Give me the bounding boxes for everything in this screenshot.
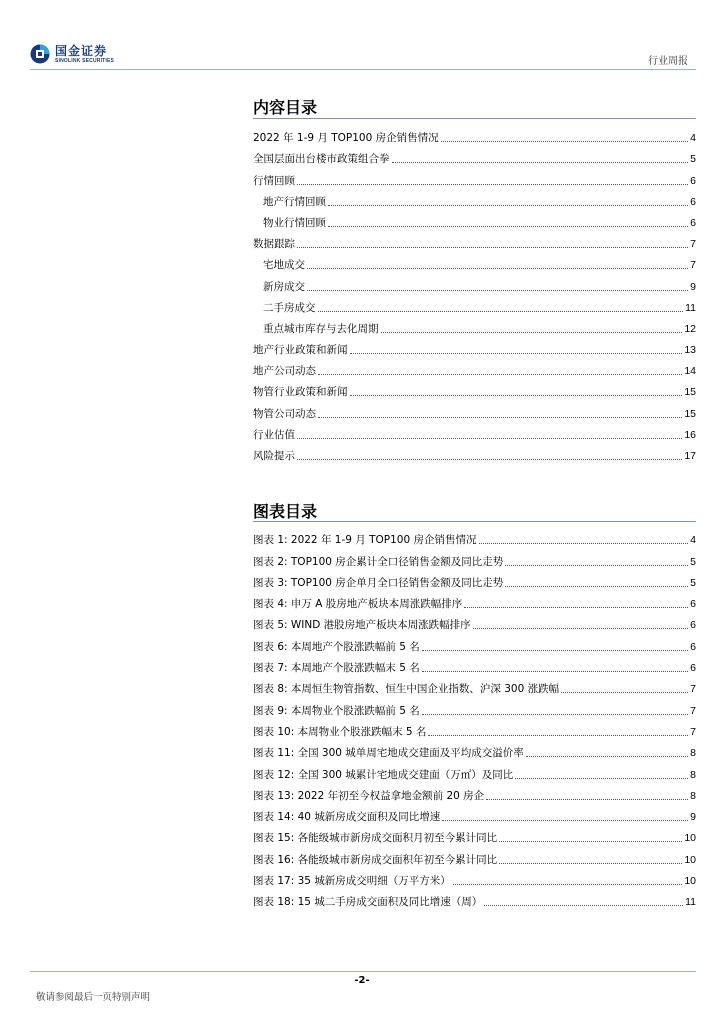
dot-leader xyxy=(297,246,688,248)
toc-entry-label: 行情回顾 xyxy=(253,174,295,187)
dot-leader xyxy=(499,840,682,842)
figure-entry-label: 图表 3: TOP100 房企单月全口径销售金额及同比走势 xyxy=(253,576,504,589)
toc-entry[interactable] xyxy=(253,442,696,463)
figures-title: 图表目录 xyxy=(253,502,318,521)
figure-entry-page: 7 xyxy=(690,683,696,696)
logo-english-name: SINOLINK SECURITIES xyxy=(55,57,115,64)
figure-entry-page: 10 xyxy=(684,832,696,845)
figure-entry-label: 图表 15: 各能级城市新房成交面积月初至今累计同比 xyxy=(253,832,498,845)
toc-entry-page: 17 xyxy=(684,450,696,462)
figure-entry-page: 7 xyxy=(690,725,696,738)
footer-disclaimer: 敬请参阅最后一页特别声明 xyxy=(36,992,151,1003)
toc-entry-page: 7 xyxy=(690,238,696,251)
figure-entry[interactable] xyxy=(253,803,696,824)
page-number: -2- xyxy=(354,975,370,986)
dot-leader xyxy=(307,267,688,269)
figure-entry-page: 6 xyxy=(690,619,696,632)
figure-entry-page: 7 xyxy=(690,704,696,717)
page-header xyxy=(0,0,724,70)
dot-leader xyxy=(422,649,688,651)
figure-entry-label: 图表 10: 本周物业个股涨跌幅末 5 名 xyxy=(253,725,427,738)
figure-entry[interactable] xyxy=(253,654,696,675)
toc-entry[interactable] xyxy=(253,272,696,293)
dot-leader xyxy=(328,204,688,206)
figure-entry-page: 8 xyxy=(690,747,696,760)
toc-entry-label: 数据跟踪 xyxy=(253,238,295,251)
figure-entry-page: 8 xyxy=(690,789,696,802)
toc-entry[interactable] xyxy=(253,315,696,336)
dot-leader xyxy=(442,819,688,821)
dot-leader xyxy=(350,352,683,354)
dot-leader xyxy=(381,331,683,333)
figure-entry-page: 6 xyxy=(690,640,696,653)
toc-entry[interactable] xyxy=(253,294,696,315)
figure-entry-page: 6 xyxy=(690,598,696,611)
figure-entry-label: 图表 7: 本周地产个股涨跌幅末 5 名 xyxy=(253,662,420,675)
toc-entry[interactable] xyxy=(253,209,696,230)
header-divider xyxy=(30,69,696,70)
figure-entry[interactable] xyxy=(253,696,696,717)
figure-entry-label: 图表 8: 本周恒生物管指数、恒生中国企业指数、沪深 300 涨跌幅 xyxy=(253,683,560,696)
dot-leader xyxy=(464,606,688,608)
toc-entry-label: 新房成交 xyxy=(263,280,305,293)
dot-leader xyxy=(526,755,688,757)
figures-list xyxy=(253,526,696,909)
figure-entry-label: 图表 13: 2022 年初至今权益拿地金额前 20 房企 xyxy=(253,789,485,802)
toc-entry[interactable] xyxy=(253,251,696,272)
toc-entry-page: 6 xyxy=(690,195,696,208)
toc-entry-page: 15 xyxy=(684,386,696,399)
dot-leader xyxy=(486,798,688,800)
toc-entry-page: 13 xyxy=(684,344,696,357)
figure-entry-page: 11 xyxy=(685,896,696,909)
toc-entry-page: 11 xyxy=(685,301,696,314)
dot-leader xyxy=(428,734,688,736)
figure-entry-page: 9 xyxy=(690,811,696,824)
figure-entry-label: 图表 17: 35 城新房成交明细（万平方米） xyxy=(253,875,451,888)
figure-entry-label: 图表 16: 各能级城市新房成交面积年初至今累计同比 xyxy=(253,853,498,866)
dot-leader xyxy=(479,542,689,544)
dot-leader xyxy=(318,416,682,418)
figure-entry-label: 图表 12: 全国 300 城累计宅地成交建面（万㎡）及同比 xyxy=(253,768,514,781)
figure-entry[interactable] xyxy=(253,739,696,760)
toc-entry-page: 6 xyxy=(690,216,696,229)
figure-entry[interactable] xyxy=(253,782,696,803)
toc-entry-label: 行业估值 xyxy=(253,428,295,441)
toc-entry-page: 6 xyxy=(690,174,696,187)
figure-entry[interactable] xyxy=(253,611,696,632)
figure-entry[interactable] xyxy=(253,888,696,909)
toc-entry[interactable] xyxy=(253,336,696,357)
toc-entry[interactable] xyxy=(253,421,696,442)
figure-entry[interactable] xyxy=(253,845,696,866)
dot-leader xyxy=(307,289,688,291)
figure-entry[interactable] xyxy=(253,867,696,888)
toc-entry-label: 地产行情回顾 xyxy=(263,195,326,208)
toc-entry-label: 物管公司动态 xyxy=(253,407,316,420)
toc-entry[interactable] xyxy=(253,124,696,145)
figures-title-rule xyxy=(253,521,696,522)
logo-chinese-name: 国金证券 xyxy=(55,43,108,58)
figure-entry-label: 图表 5: WIND 港股房地产板块本周涨跌幅排序 xyxy=(253,619,471,632)
dot-leader xyxy=(453,883,683,885)
toc-entry[interactable] xyxy=(253,230,696,251)
figure-entry[interactable] xyxy=(253,632,696,653)
figure-entry-label: 图表 2: TOP100 房企累计全口径销售金额及同比走势 xyxy=(253,555,504,568)
toc-title: 内容目录 xyxy=(253,98,318,117)
figure-entry-label: 图表 14: 40 城新房成交面积及同比增速 xyxy=(253,811,441,824)
report-type: 行业周报 xyxy=(648,56,688,67)
logo-mark-icon xyxy=(30,44,50,64)
dot-leader xyxy=(505,564,688,566)
dot-leader xyxy=(473,627,689,629)
dot-leader xyxy=(441,140,689,142)
toc-entry[interactable] xyxy=(253,357,696,378)
dot-leader xyxy=(318,373,682,375)
figure-entry[interactable] xyxy=(253,718,696,739)
toc-entry-page: 5 xyxy=(690,153,696,166)
figure-entry-page: 8 xyxy=(690,768,696,781)
toc-entry-label: 风险提示 xyxy=(253,450,295,462)
figure-entry[interactable] xyxy=(253,824,696,845)
toc-entry-page: 9 xyxy=(690,280,696,293)
figure-entry-label: 图表 4: 申万 A 股房地产板块本周涨跌幅排序 xyxy=(253,598,463,611)
figure-entry-page: 4 xyxy=(690,534,696,547)
toc-entry-page: 12 xyxy=(684,322,696,335)
figure-entry-page: 6 xyxy=(690,662,696,675)
toc-entry-page: 15 xyxy=(684,407,696,420)
figure-entry-label: 图表 18: 15 城二手房成交面积及同比增速（周） xyxy=(253,896,483,909)
toc-entry-label: 物管行业政策和新闻 xyxy=(253,386,348,399)
figure-entry[interactable] xyxy=(253,760,696,781)
toc-entry-page: 7 xyxy=(690,259,696,272)
toc-entry[interactable] xyxy=(253,399,696,420)
dot-leader xyxy=(318,310,684,312)
figure-entry[interactable] xyxy=(253,547,696,568)
dot-leader xyxy=(422,713,688,715)
dot-leader xyxy=(328,225,688,227)
toc-title-rule xyxy=(253,118,696,119)
dot-leader xyxy=(505,585,688,587)
toc-entry-label: 二手房成交 xyxy=(263,301,316,314)
toc-entry-label: 全国层面出台楼市政策组合拳 xyxy=(253,153,390,166)
figure-entry[interactable] xyxy=(253,675,696,696)
figure-entry-label: 图表 6: 本周地产个股涨跌幅前 5 名 xyxy=(253,640,420,653)
toc-entry-page: 4 xyxy=(690,132,696,145)
figure-entry-page: 10 xyxy=(684,853,696,866)
figure-entry-page: 10 xyxy=(684,875,696,888)
figure-entry-label: 图表 1: 2022 年 1-9 月 TOP100 房企销售情况 xyxy=(253,534,477,547)
figure-entry[interactable] xyxy=(253,590,696,611)
figure-entry[interactable] xyxy=(253,526,696,547)
figure-entry[interactable] xyxy=(253,569,696,590)
toc-entry[interactable] xyxy=(253,188,696,209)
figure-entry-page: 5 xyxy=(690,576,696,589)
toc-entry-page: 16 xyxy=(684,428,696,441)
dot-leader xyxy=(297,437,682,439)
contents-list xyxy=(253,124,696,463)
sinolink-logo xyxy=(30,42,140,66)
toc-entry-label: 宅地成交 xyxy=(263,259,305,272)
toc-entry[interactable] xyxy=(253,166,696,187)
dot-leader xyxy=(392,161,689,163)
toc-entry-label: 2022 年 1-9 月 TOP100 房企销售情况 xyxy=(253,132,439,145)
toc-entry-label: 重点城市库存与去化周期 xyxy=(263,322,379,335)
dot-leader xyxy=(515,777,688,779)
dot-leader xyxy=(561,691,688,693)
dot-leader xyxy=(484,904,683,906)
toc-entry[interactable] xyxy=(253,378,696,399)
toc-entry-label: 地产公司动态 xyxy=(253,365,316,378)
toc-entry-label: 地产行业政策和新闻 xyxy=(253,344,348,357)
dot-leader xyxy=(297,183,688,185)
toc-entry-label: 物业行情回顾 xyxy=(263,216,326,229)
toc-entry-page: 14 xyxy=(684,365,696,378)
figure-entry-label: 图表 9: 本周物业个股涨跌幅前 5 名 xyxy=(253,704,420,717)
dot-leader xyxy=(350,394,683,396)
dot-leader xyxy=(422,670,688,672)
figure-entry-label: 图表 11: 全国 300 城单周宅地成交建面及平均成交溢价率 xyxy=(253,747,524,760)
dot-leader xyxy=(499,862,682,864)
footer-divider xyxy=(30,971,696,972)
figure-entry-page: 5 xyxy=(690,555,696,568)
dot-leader xyxy=(297,458,682,460)
toc-entry[interactable] xyxy=(253,145,696,166)
